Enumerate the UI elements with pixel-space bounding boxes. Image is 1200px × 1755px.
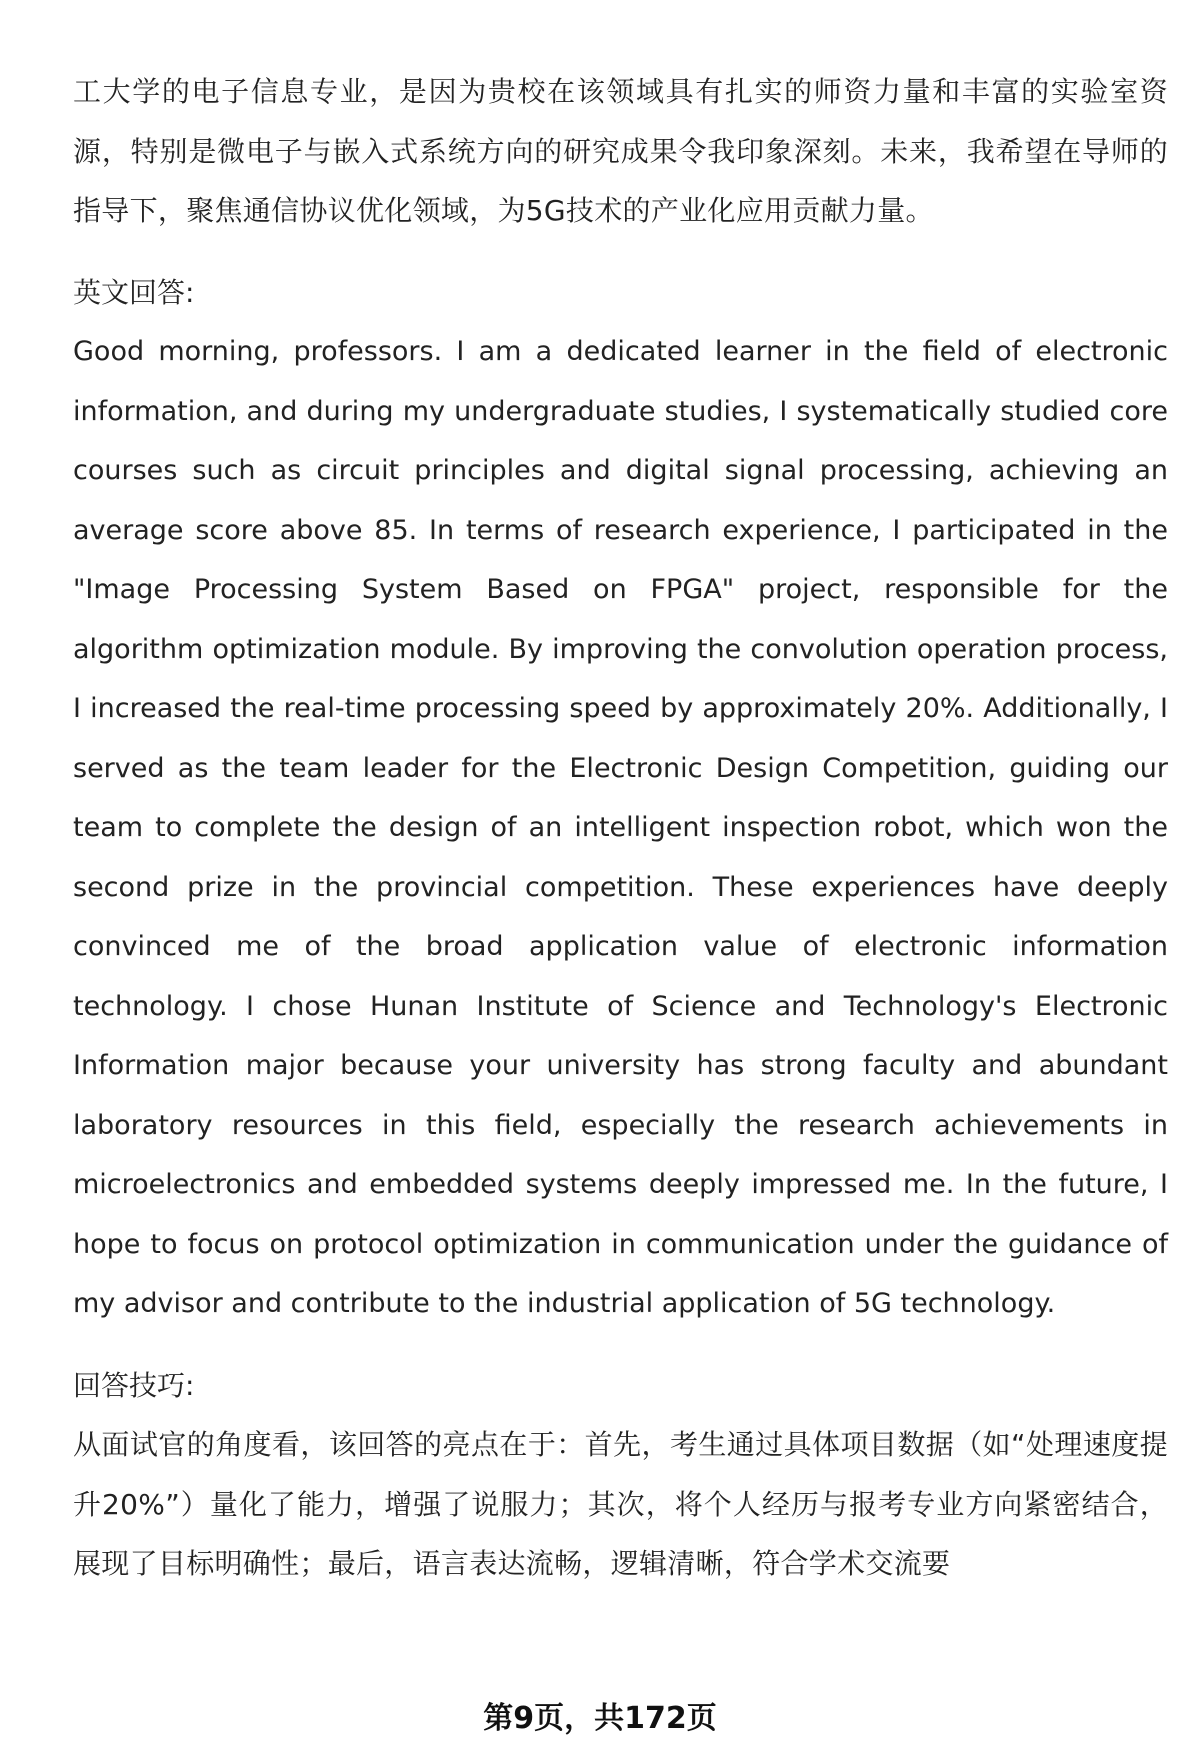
document-body [73,62,1168,1594]
spacer [73,1334,1168,1356]
intro-paragraph: 工大学的电子信息专业，是因为贵校在该领域具有扎实的师资力量和丰富的实验室资源，特别是微电子与嵌入式系统方向的研究成果令我印象深刻。未来，我希望在导师的指导下，聚焦通信协议优化领域，为5G技术的产业化应用贡献力量。 [73,75,1168,227]
spacer [73,241,1168,263]
page-number: 第9页，共172页 [483,1701,717,1736]
tips-paragraph: 从面试官的角度看，该回答的亮点在于：首先，考生通过具体项目数据（如“处理速度提升20%”）量化了能力，增强了说服力；其次，将个人经历与报考专业方向紧密结合，展现了目标明确性；最后，语言表达流畅，逻辑清晰，符合学术交流要 [73,1428,1168,1580]
english-answer-paragraph: Good morning, professors. I am a dedicated learner in the field of electronic information, and during my undergraduate studies, I systematically studied core courses such as circuit principles and digital signal processing, achieving an average score above 85. In terms of research experience, I participated in the "Image Processing System Based on FPGA" project, responsible for the algorithm optimization module. By improving the convolution operation process, I increased the real-time processing speed by approximately 20%. Additionally, I served as the team leader for the Electronic Design Competition, guiding our team to complete the design of an intelligent inspection robot, which won the second prize in the provincial competition. These experiences have deeply convinced me of the broad application value of electronic information technology. I chose Hunan Institute of Science and Technology's Electronic Information major because your university has strong faculty and abundant laboratory resources in this field, especially the research achievements in microelectronics and embedded systems deeply impressed me. In the future, I hope to focus on protocol optimization in communication under the guidance of my advisor and contribute to the industrial application of 5G technology. [73,336,1168,1319]
tips-heading: 回答技巧: [73,1368,195,1402]
english-answer-heading: 英文回答: [73,275,195,309]
